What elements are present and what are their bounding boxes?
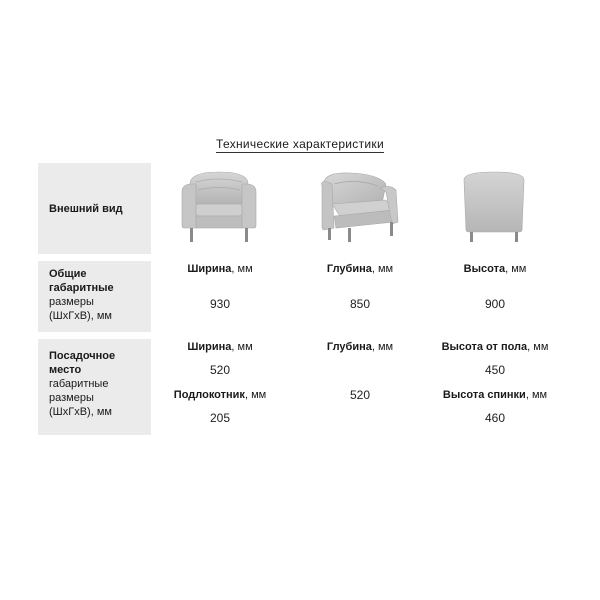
label-overall-dimensions xyxy=(38,261,151,332)
overall-height-value: 900 xyxy=(484,297,506,311)
label-seat-line-3: габаритные xyxy=(49,378,109,390)
overall-depth-header: Глубина, мм xyxy=(326,263,394,275)
label-overall-line-2: габаритные xyxy=(49,282,114,294)
armchair-front-view-icon xyxy=(180,170,258,246)
armchair-back-view-icon xyxy=(458,170,530,246)
label-overall-line-1: Общие xyxy=(49,268,87,280)
overall-depth-unit: мм xyxy=(377,263,394,275)
label-overall-line-3: размеры xyxy=(49,296,94,308)
seat-armrest-unit: мм xyxy=(251,389,267,401)
section-title xyxy=(0,137,600,151)
label-seat-line-1: Посадочное xyxy=(49,350,116,362)
seat-armrest-value: 205 xyxy=(209,411,231,425)
section-title-text: Технические характеристики xyxy=(216,137,384,151)
seat-depth-header: Глубина, мм xyxy=(326,341,394,353)
label-overall-line-4: (ШхГхВ), мм xyxy=(49,310,112,322)
seat-armrest-label: Подлокотник xyxy=(173,389,245,401)
seat-height-from-floor-label: Высота от пола xyxy=(441,341,528,353)
label-seat-line-2: место xyxy=(49,364,82,376)
label-seat-line-5: (ШхГхВ), мм xyxy=(49,406,112,418)
overall-width-value: 930 xyxy=(209,297,231,311)
seat-depth-label: Глубина xyxy=(326,341,372,353)
overall-height-unit: мм xyxy=(511,263,527,275)
seat-width-header: Ширина, мм xyxy=(187,341,253,353)
seat-height-from-floor-header: Высота от пола, мм xyxy=(441,341,549,353)
overall-width-unit: мм xyxy=(237,263,253,275)
seat-height-from-floor-value: 450 xyxy=(484,363,506,377)
seat-depth-unit: мм xyxy=(377,341,394,353)
seat-height-from-floor-unit: мм xyxy=(533,341,549,353)
seat-depth-value: 520 xyxy=(349,388,371,402)
seat-width-label: Ширина xyxy=(187,341,232,353)
label-appearance-text: Внешний вид xyxy=(49,202,123,215)
seat-width-value: 520 xyxy=(209,363,231,377)
seat-back-height-label: Высота спинки xyxy=(442,389,526,401)
label-seat-dimensions xyxy=(38,339,151,435)
label-seat-line-4: размеры xyxy=(49,392,94,404)
overall-width-label: Ширина xyxy=(187,263,232,275)
seat-back-height-unit: мм xyxy=(531,389,548,401)
overall-height-header: Высота, мм xyxy=(463,263,527,275)
seat-width-unit: мм xyxy=(237,341,253,353)
label-appearance xyxy=(38,163,151,254)
overall-depth-label: Глубина xyxy=(326,263,372,275)
armchair-side-view-icon xyxy=(320,170,400,246)
seat-armrest-header: Подлокотник, мм xyxy=(173,389,267,401)
overall-width-header: Ширина, мм xyxy=(187,263,253,275)
overall-height-label: Высота xyxy=(463,263,506,275)
seat-back-height-value: 460 xyxy=(484,411,506,425)
overall-depth-value: 850 xyxy=(349,297,371,311)
seat-back-height-header: Высота спинки, мм xyxy=(442,389,548,401)
